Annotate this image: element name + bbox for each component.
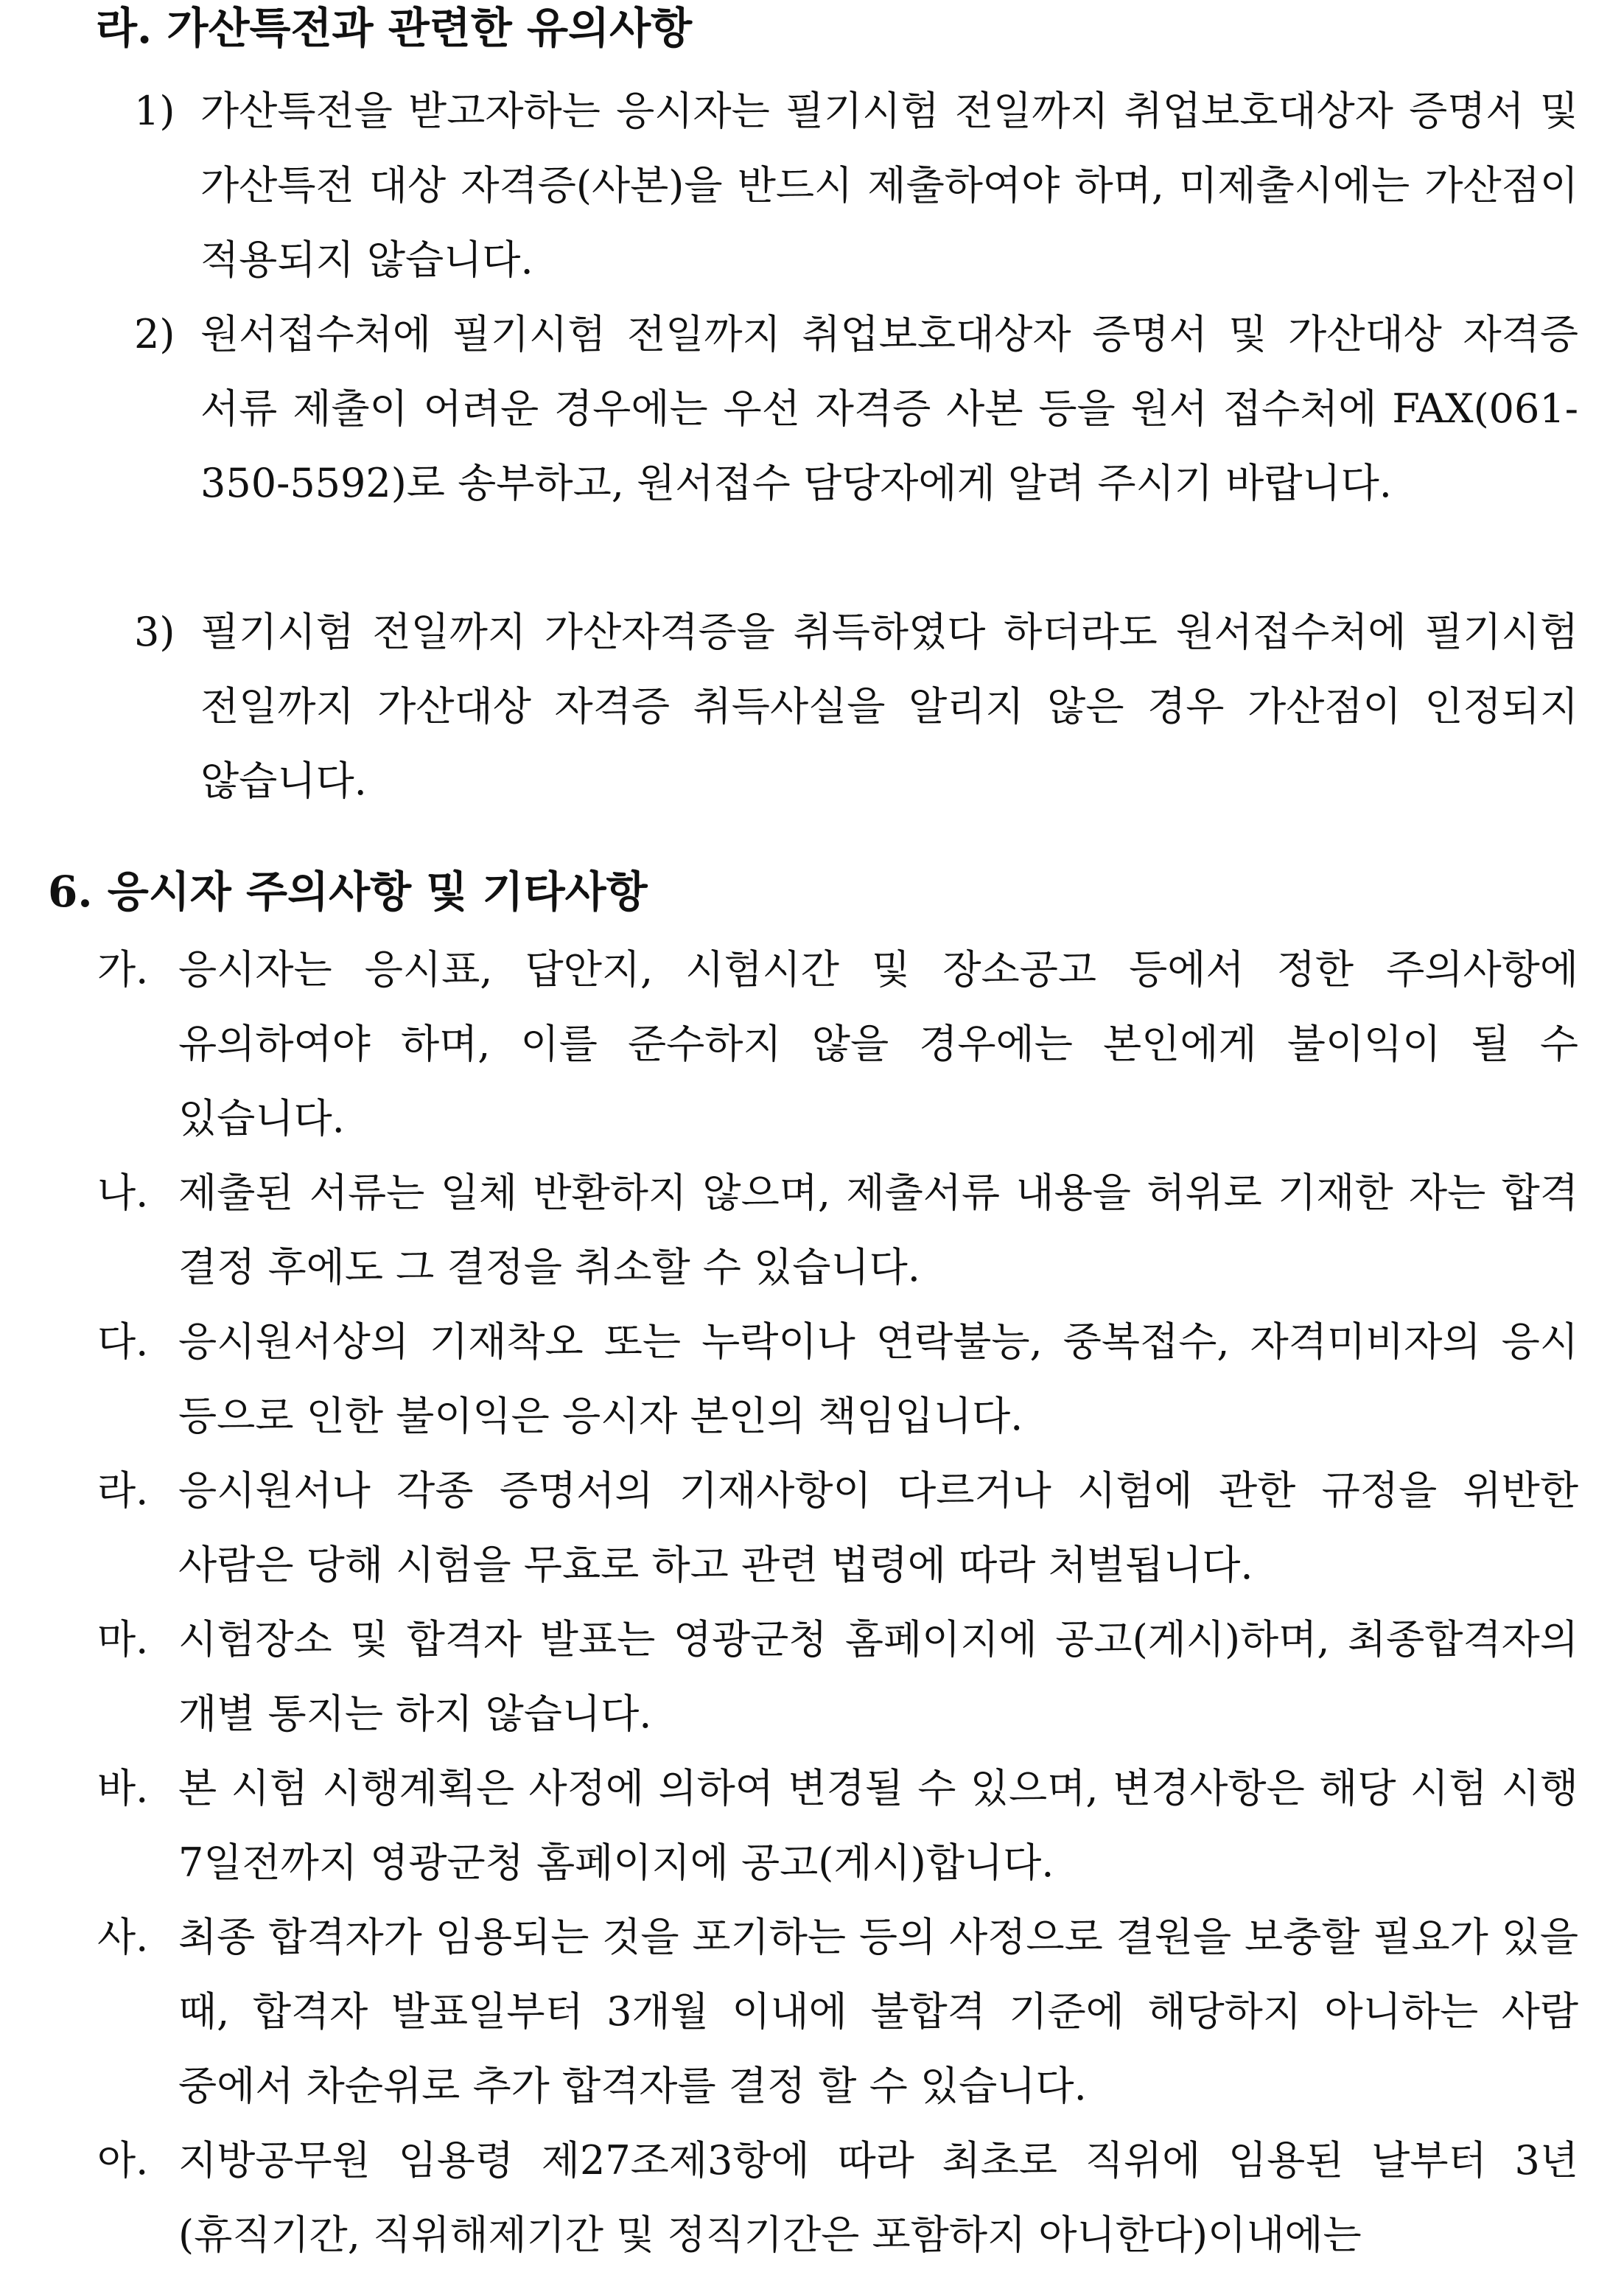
item-marker: 바. (97, 1765, 149, 1811)
item-marker: 라. (97, 1467, 149, 1514)
item-text: 제출된 서류는 일체 반환하지 않으며, 제출서류 내용을 허위로 기재한 자는 합격 결정 후에도 그 결정을 취소할 수 있습니다. (178, 1170, 1578, 1290)
item-marker: 2) (134, 311, 175, 357)
item-marker: 다. (97, 1318, 149, 1365)
item-marker: 아. (97, 2137, 149, 2184)
item-marker: 3) (134, 609, 175, 655)
note-item-1 (134, 74, 1578, 297)
item-text: 원서접수처에 필기시험 전일까지 취업보호대상자 증명서 및 가산대상 자격증 서류 제출이 어려운 경우에는 우선 자격증 사본 등을 원서 접수처에 FAX(061-350-5592)로 송부하고, 원서접수 담당자에게 알려 주시기 바랍니다. (200, 311, 1578, 506)
item-text: 응시원서상의 기재착오 또는 누락이나 연락불능, 중복접수, 자격미비자의 응시 등으로 인한 불이익은 응시자 본인의 책임입니다. (178, 1318, 1578, 1439)
notice-item-na (97, 1156, 1578, 1304)
item-marker: 마. (97, 1616, 149, 1663)
notice-item-sa (97, 1900, 1578, 2123)
notice-item-ga (97, 932, 1578, 1156)
item-text: 응시자는 응시표, 답안지, 시험시간 및 장소공고 등에서 정한 주의사항에 유의하여야 하며, 이를 준수하지 않을 경우에는 본인에게 불이익이 될 수 있습니다. (178, 946, 1578, 1142)
item-marker: 가. (97, 946, 149, 993)
item-marker: 1) (134, 88, 175, 134)
item-text: 응시원서나 각종 증명서의 기재사항이 다르거나 시험에 관한 규정을 위반한 사람은 당해 시험을 무효로 하고 관련 법령에 따라 처벌됩니다. (178, 1467, 1578, 1588)
item-text: 필기시험 전일까지 가산자격증을 취득하였다 하더라도 원서접수처에 필기시험 전일까지 가산대상 자격증 취득사실을 알리지 않은 경우 가산점이 인정되지 않습니다. (200, 609, 1578, 804)
notice-item-a (97, 2123, 1578, 2272)
notice-item-ma (97, 1602, 1578, 1751)
item-text: 최종 합격자가 임용되는 것을 포기하는 등의 사정으로 결원을 보충할 필요가 있을 때, 합격자 발표일부터 3개월 이내에 불합격 기준에 해당하지 아니하는 사람 중에서 차순위로 추가 합격자를 결정 할 수 있습니다. (178, 1914, 1578, 2109)
item-marker: 나. (97, 1170, 149, 1216)
notice-item-da (97, 1304, 1578, 1453)
section-ra-heading: 라. 가산특전과 관련한 유의사항 (96, 3, 693, 53)
item-marker: 사. (97, 1914, 149, 1960)
item-text: 가산특전을 받고자하는 응시자는 필기시험 전일까지 취업보호대상자 증명서 및 가산특전 대상 자격증(사본)을 반드시 제출하여야 하며, 미제출시에는 가산점이 적용되지 않습니다. (200, 88, 1578, 283)
item-text: 시험장소 및 합격자 발표는 영광군청 홈페이지에 공고(게시)하며, 최종합격자의 개별 통지는 하지 않습니다. (178, 1616, 1578, 1737)
item-text: 본 시험 시행계획은 사정에 의하여 변경될 수 있으며, 변경사항은 해당 시험 시행 7일전까지 영광군청 홈페이지에 공고(게시)합니다. (178, 1765, 1578, 1886)
notice-item-ra (97, 1453, 1578, 1602)
section-6-heading: 6. 응시자 주의사항 및 기타사항 (48, 867, 648, 917)
notice-item-ba (97, 1751, 1578, 1900)
item-text: 지방공무원 임용령 제27조제3항에 따라 최초로 직위에 임용된 날부터 3년(휴직기간, 직위해제기간 및 정직기간은 포함하지 아니한다)이내에는 (178, 2137, 1578, 2258)
note-item-3 (134, 595, 1578, 818)
note-item-2 (134, 297, 1578, 520)
